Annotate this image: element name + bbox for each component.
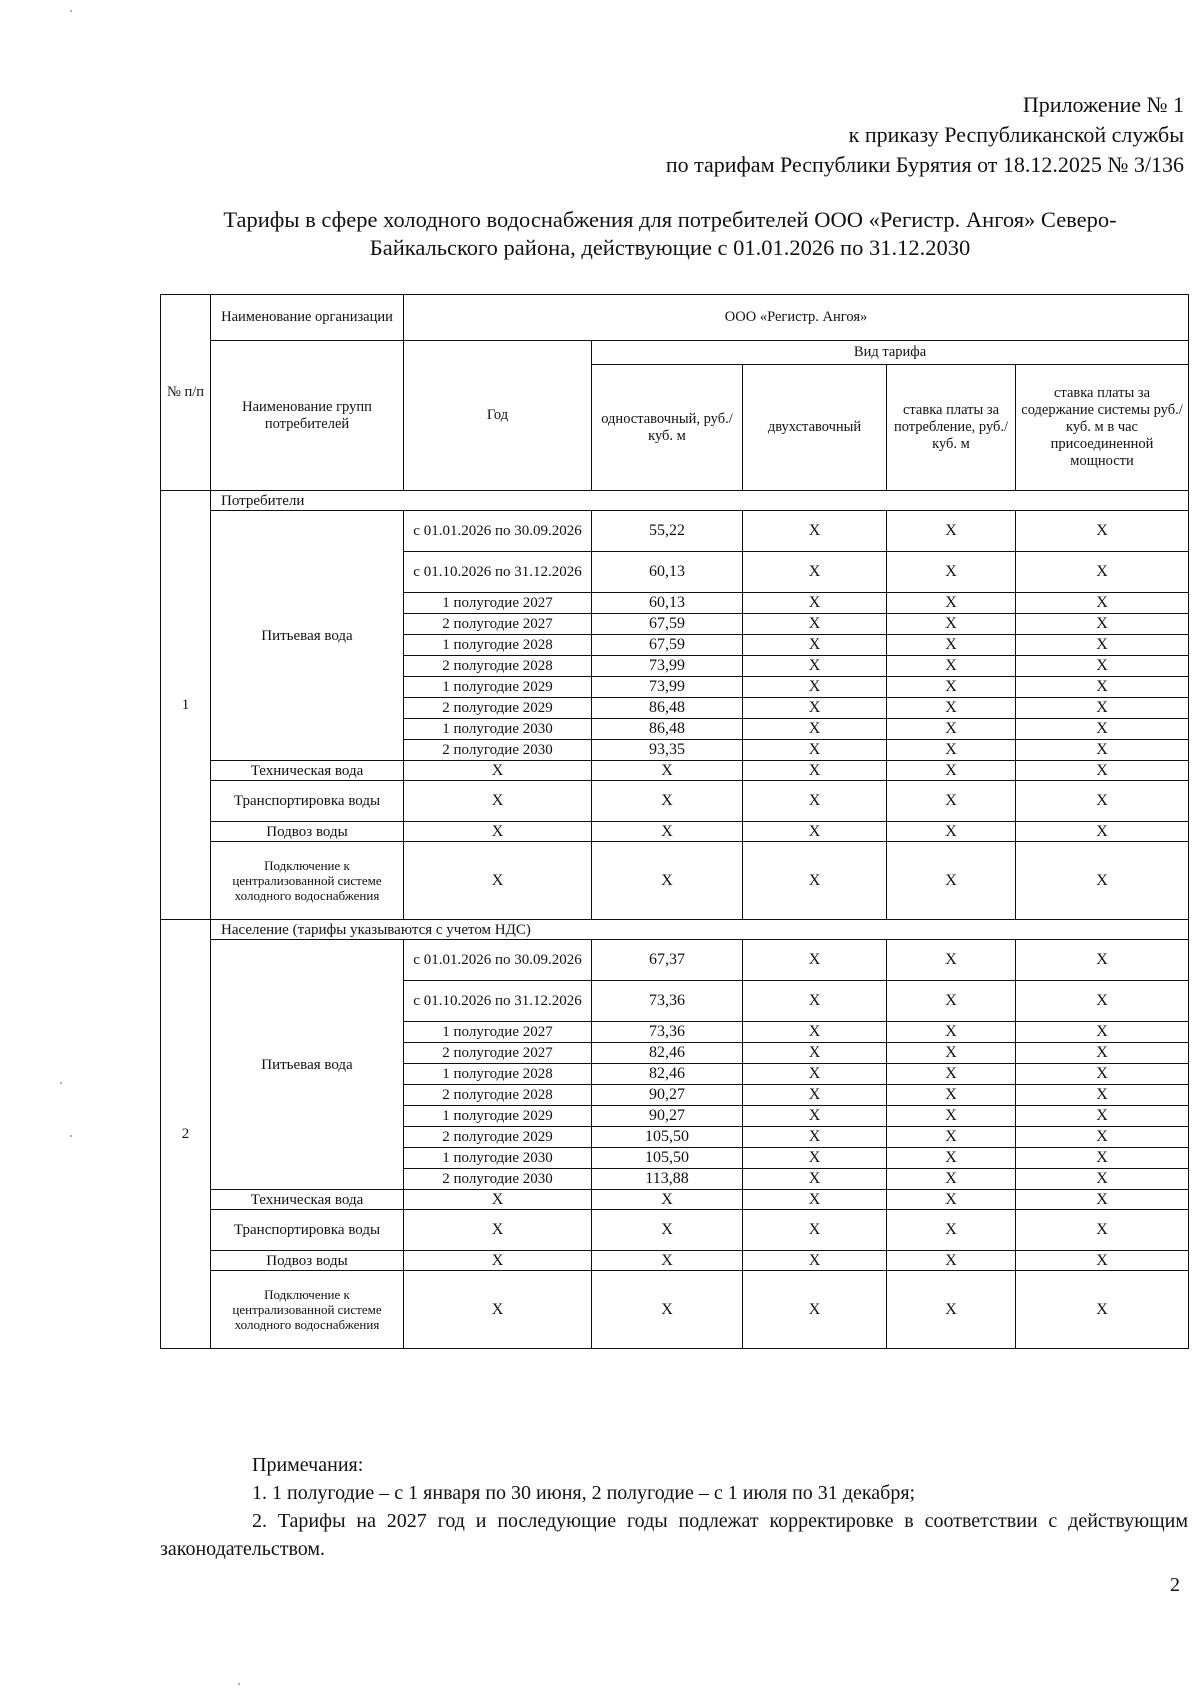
two-rate-cell: Х bbox=[743, 593, 887, 614]
two-rate-cell: Х bbox=[743, 677, 887, 698]
maintenance-rate-cell: Х bbox=[1016, 981, 1189, 1022]
maintenance-rate-cell: Х bbox=[1016, 1085, 1189, 1106]
single-rate-cell: Х bbox=[592, 761, 743, 781]
appendix-header bbox=[424, 90, 1184, 180]
tariff-table bbox=[160, 294, 1189, 1349]
scan-speck bbox=[238, 1683, 240, 1685]
table-row bbox=[161, 842, 1189, 920]
period-cell: 1 полугодие 2027 bbox=[404, 1022, 592, 1043]
period-cell: 2 полугодие 2028 bbox=[404, 1085, 592, 1106]
consumption-rate-cell: Х bbox=[887, 761, 1016, 781]
maintenance-rate-cell: Х bbox=[1016, 1251, 1189, 1271]
single-rate-cell: 73,36 bbox=[592, 981, 743, 1022]
header-col-two: двухставочный bbox=[743, 365, 887, 491]
single-rate-cell: Х bbox=[592, 1190, 743, 1210]
scan-speck bbox=[70, 1135, 72, 1137]
single-rate-cell: 82,46 bbox=[592, 1043, 743, 1064]
period-cell: 2 полугодие 2027 bbox=[404, 1043, 592, 1064]
header-org-name: ООО «Регистр. Ангоя» bbox=[404, 295, 1189, 341]
table-row bbox=[161, 822, 1189, 842]
consumption-rate-cell: Х bbox=[887, 1148, 1016, 1169]
consumption-rate-cell: Х bbox=[887, 698, 1016, 719]
period-cell: 2 полугодие 2028 bbox=[404, 656, 592, 677]
title-line-1: Тарифы в сфере холодного водоснабжения для потребителей ООО «Регистр. Ангоя» Северо- bbox=[223, 207, 1117, 232]
maintenance-rate-cell: Х bbox=[1016, 511, 1189, 552]
two-rate-cell: Х bbox=[743, 781, 887, 822]
consumption-rate-cell: Х bbox=[887, 614, 1016, 635]
maintenance-rate-cell: Х bbox=[1016, 740, 1189, 761]
maintenance-rate-cell: Х bbox=[1016, 822, 1189, 842]
two-rate-cell: Х bbox=[743, 552, 887, 593]
maintenance-rate-cell: Х bbox=[1016, 1210, 1189, 1251]
service-label-cell: Подключение к централизованной системе холодного водоснабжения bbox=[211, 1271, 404, 1349]
single-rate-cell: 60,13 bbox=[592, 552, 743, 593]
maintenance-rate-cell: Х bbox=[1016, 940, 1189, 981]
consumption-rate-cell: Х bbox=[887, 940, 1016, 981]
two-rate-cell: Х bbox=[743, 698, 887, 719]
service-label-cell: Подключение к централизованной системе холодного водоснабжения bbox=[211, 842, 404, 920]
section-group-title: Население (тарифы указываются с учетом НДС) bbox=[211, 920, 1189, 940]
consumption-rate-cell: Х bbox=[887, 1085, 1016, 1106]
header-col-consumption: ставка платы за потребление, руб./ куб. м bbox=[887, 365, 1016, 491]
consumption-rate-cell: Х bbox=[887, 1169, 1016, 1190]
consumption-rate-cell: Х bbox=[887, 1106, 1016, 1127]
period-cell: 2 полугодие 2029 bbox=[404, 1127, 592, 1148]
maintenance-rate-cell: Х bbox=[1016, 761, 1189, 781]
section-title-row bbox=[161, 491, 1189, 511]
page-number: 2 bbox=[1170, 1574, 1180, 1596]
header-org-label: Наименование организации bbox=[211, 295, 404, 341]
period-cell: 2 полугодие 2030 bbox=[404, 1169, 592, 1190]
two-rate-cell: Х bbox=[743, 511, 887, 552]
service-label-cell: Техническая вода bbox=[211, 761, 404, 781]
single-rate-cell: 73,36 bbox=[592, 1022, 743, 1043]
maintenance-rate-cell: Х bbox=[1016, 842, 1189, 920]
two-rate-cell: Х bbox=[743, 940, 887, 981]
period-cell: с 01.01.2026 по 30.09.2026 bbox=[404, 511, 592, 552]
two-rate-cell: Х bbox=[743, 656, 887, 677]
maintenance-rate-cell: Х bbox=[1016, 781, 1189, 822]
single-rate-cell: 67,59 bbox=[592, 614, 743, 635]
two-rate-cell: Х bbox=[743, 1169, 887, 1190]
two-rate-cell: Х bbox=[743, 1043, 887, 1064]
consumption-rate-cell: Х bbox=[887, 511, 1016, 552]
header-year-label: Год bbox=[404, 341, 592, 491]
period-cell: 1 полугодие 2029 bbox=[404, 677, 592, 698]
year-cell: Х bbox=[404, 822, 592, 842]
two-rate-cell: Х bbox=[743, 1064, 887, 1085]
year-cell: Х bbox=[404, 842, 592, 920]
service-label-cell: Техническая вода bbox=[211, 1190, 404, 1210]
table-row bbox=[161, 761, 1189, 781]
single-rate-cell: Х bbox=[592, 822, 743, 842]
year-cell: Х bbox=[404, 1190, 592, 1210]
single-rate-cell: 67,59 bbox=[592, 635, 743, 656]
single-rate-cell: 90,27 bbox=[592, 1106, 743, 1127]
consumption-rate-cell: Х bbox=[887, 1190, 1016, 1210]
period-cell: 1 полугодие 2030 bbox=[404, 1148, 592, 1169]
period-cell: с 01.10.2026 по 31.12.2026 bbox=[404, 981, 592, 1022]
maintenance-rate-cell: Х bbox=[1016, 1106, 1189, 1127]
two-rate-cell: Х bbox=[743, 1127, 887, 1148]
period-cell: с 01.01.2026 по 30.09.2026 bbox=[404, 940, 592, 981]
single-rate-cell: Х bbox=[592, 781, 743, 822]
single-rate-cell: 90,27 bbox=[592, 1085, 743, 1106]
section-title-row bbox=[161, 920, 1189, 940]
note-item-1: 1. 1 полугодие – с 1 января по 30 июня, 2 полугодие – с 1 июля по 31 декабря; bbox=[252, 1482, 916, 1504]
maintenance-rate-cell: Х bbox=[1016, 719, 1189, 740]
year-cell: Х bbox=[404, 781, 592, 822]
period-cell: 1 полугодие 2029 bbox=[404, 1106, 592, 1127]
maintenance-rate-cell: Х bbox=[1016, 552, 1189, 593]
maintenance-rate-cell: Х bbox=[1016, 1148, 1189, 1169]
consumption-rate-cell: Х bbox=[887, 1043, 1016, 1064]
header-tariff-type: Вид тарифа bbox=[592, 341, 1189, 365]
title-line-2: Байкальского района, действующие с 01.01.2026 по 31.12.2030 bbox=[369, 235, 971, 260]
two-rate-cell: Х bbox=[743, 761, 887, 781]
single-rate-cell: Х bbox=[592, 1251, 743, 1271]
single-rate-cell: 113,88 bbox=[592, 1169, 743, 1190]
section-number: 2 bbox=[161, 920, 211, 1349]
two-rate-cell: Х bbox=[743, 1022, 887, 1043]
consumption-rate-cell: Х bbox=[887, 593, 1016, 614]
maintenance-rate-cell: Х bbox=[1016, 635, 1189, 656]
two-rate-cell: Х bbox=[743, 740, 887, 761]
two-rate-cell: Х bbox=[743, 614, 887, 635]
consumption-rate-cell: Х bbox=[887, 740, 1016, 761]
scan-speck bbox=[60, 1082, 62, 1084]
maintenance-rate-cell: Х bbox=[1016, 1271, 1189, 1349]
single-rate-cell: 86,48 bbox=[592, 698, 743, 719]
single-rate-cell: 55,22 bbox=[592, 511, 743, 552]
section-group-title: Потребители bbox=[211, 491, 1189, 511]
consumption-rate-cell: Х bbox=[887, 981, 1016, 1022]
consumption-rate-cell: Х bbox=[887, 1022, 1016, 1043]
consumption-rate-cell: Х bbox=[887, 842, 1016, 920]
consumption-rate-cell: Х bbox=[887, 781, 1016, 822]
appendix-line-2: к приказу Республиканской службы bbox=[848, 122, 1184, 147]
notes-heading: Примечания: bbox=[252, 1454, 364, 1476]
period-cell: с 01.10.2026 по 31.12.2026 bbox=[404, 552, 592, 593]
notes-section bbox=[160, 1451, 1188, 1563]
consumption-rate-cell: Х bbox=[887, 1127, 1016, 1148]
period-cell: 1 полугодие 2030 bbox=[404, 719, 592, 740]
single-rate-cell: Х bbox=[592, 1271, 743, 1349]
single-rate-cell: 86,48 bbox=[592, 719, 743, 740]
maintenance-rate-cell: Х bbox=[1016, 1190, 1189, 1210]
drinking-water-label: Питьевая вода bbox=[211, 940, 404, 1190]
header-col-maintenance: ставка платы за содержание системы руб./куб. м в час присоединенной мощности bbox=[1016, 365, 1189, 491]
table-row bbox=[161, 781, 1189, 822]
table-row bbox=[161, 1271, 1189, 1349]
consumption-rate-cell: Х bbox=[887, 1064, 1016, 1085]
two-rate-cell: Х bbox=[743, 635, 887, 656]
consumption-rate-cell: Х bbox=[887, 1251, 1016, 1271]
tariff-table-body bbox=[161, 295, 1189, 1349]
header-row-org bbox=[161, 295, 1189, 341]
header-row-type bbox=[161, 341, 1189, 365]
note-item-2: 2. Тарифы на 2027 год и последующие годы подлежат корректировке в соответствии с действующим законодательством. bbox=[160, 1510, 1188, 1560]
consumption-rate-cell: Х bbox=[887, 1271, 1016, 1349]
year-cell: Х bbox=[404, 1251, 592, 1271]
maintenance-rate-cell: Х bbox=[1016, 614, 1189, 635]
drinking-water-label: Питьевая вода bbox=[211, 511, 404, 761]
consumption-rate-cell: Х bbox=[887, 656, 1016, 677]
two-rate-cell: Х bbox=[743, 1271, 887, 1349]
single-rate-cell: 82,46 bbox=[592, 1064, 743, 1085]
year-cell: Х bbox=[404, 1210, 592, 1251]
document-title bbox=[160, 206, 1180, 262]
consumption-rate-cell: Х bbox=[887, 719, 1016, 740]
two-rate-cell: Х bbox=[743, 822, 887, 842]
service-label-cell: Транспортировка воды bbox=[211, 781, 404, 822]
appendix-line-1: Приложение № 1 bbox=[1022, 92, 1184, 117]
header-group-label: Наименование групп потребителей bbox=[211, 341, 404, 491]
header-num: № п/п bbox=[161, 295, 211, 491]
single-rate-cell: Х bbox=[592, 1210, 743, 1251]
consumption-rate-cell: Х bbox=[887, 1210, 1016, 1251]
period-cell: 1 полугодие 2028 bbox=[404, 635, 592, 656]
table-row bbox=[161, 940, 1189, 981]
single-rate-cell: Х bbox=[592, 842, 743, 920]
table-row bbox=[161, 511, 1189, 552]
service-label-cell: Подвоз воды bbox=[211, 822, 404, 842]
period-cell: 1 полугодие 2028 bbox=[404, 1064, 592, 1085]
two-rate-cell: Х bbox=[743, 1251, 887, 1271]
single-rate-cell: 105,50 bbox=[592, 1127, 743, 1148]
single-rate-cell: 105,50 bbox=[592, 1148, 743, 1169]
two-rate-cell: Х bbox=[743, 1190, 887, 1210]
maintenance-rate-cell: Х bbox=[1016, 1043, 1189, 1064]
maintenance-rate-cell: Х bbox=[1016, 1022, 1189, 1043]
maintenance-rate-cell: Х bbox=[1016, 1127, 1189, 1148]
section-number: 1 bbox=[161, 491, 211, 920]
consumption-rate-cell: Х bbox=[887, 677, 1016, 698]
maintenance-rate-cell: Х bbox=[1016, 593, 1189, 614]
table-row bbox=[161, 1251, 1189, 1271]
period-cell: 2 полугодие 2027 bbox=[404, 614, 592, 635]
single-rate-cell: 93,35 bbox=[592, 740, 743, 761]
two-rate-cell: Х bbox=[743, 1148, 887, 1169]
period-cell: 2 полугодие 2029 bbox=[404, 698, 592, 719]
maintenance-rate-cell: Х bbox=[1016, 1169, 1189, 1190]
single-rate-cell: 60,13 bbox=[592, 593, 743, 614]
maintenance-rate-cell: Х bbox=[1016, 1064, 1189, 1085]
service-label-cell: Транспортировка воды bbox=[211, 1210, 404, 1251]
maintenance-rate-cell: Х bbox=[1016, 677, 1189, 698]
single-rate-cell: 67,37 bbox=[592, 940, 743, 981]
two-rate-cell: Х bbox=[743, 719, 887, 740]
table-row bbox=[161, 1210, 1189, 1251]
service-label-cell: Подвоз воды bbox=[211, 1251, 404, 1271]
two-rate-cell: Х bbox=[743, 1106, 887, 1127]
year-cell: Х bbox=[404, 761, 592, 781]
header-col-single: одноставочный, руб./ куб. м bbox=[592, 365, 743, 491]
two-rate-cell: Х bbox=[743, 842, 887, 920]
consumption-rate-cell: Х bbox=[887, 635, 1016, 656]
single-rate-cell: 73,99 bbox=[592, 656, 743, 677]
consumption-rate-cell: Х bbox=[887, 822, 1016, 842]
period-cell: 2 полугодие 2030 bbox=[404, 740, 592, 761]
consumption-rate-cell: Х bbox=[887, 552, 1016, 593]
two-rate-cell: Х bbox=[743, 981, 887, 1022]
maintenance-rate-cell: Х bbox=[1016, 656, 1189, 677]
maintenance-rate-cell: Х bbox=[1016, 698, 1189, 719]
two-rate-cell: Х bbox=[743, 1085, 887, 1106]
single-rate-cell: 73,99 bbox=[592, 677, 743, 698]
scan-speck bbox=[70, 10, 72, 12]
table-row bbox=[161, 1190, 1189, 1210]
appendix-line-3: по тарифам Республики Бурятия от 18.12.2025 № 3/136 bbox=[665, 152, 1184, 177]
period-cell: 1 полугодие 2027 bbox=[404, 593, 592, 614]
two-rate-cell: Х bbox=[743, 1210, 887, 1251]
year-cell: Х bbox=[404, 1271, 592, 1349]
